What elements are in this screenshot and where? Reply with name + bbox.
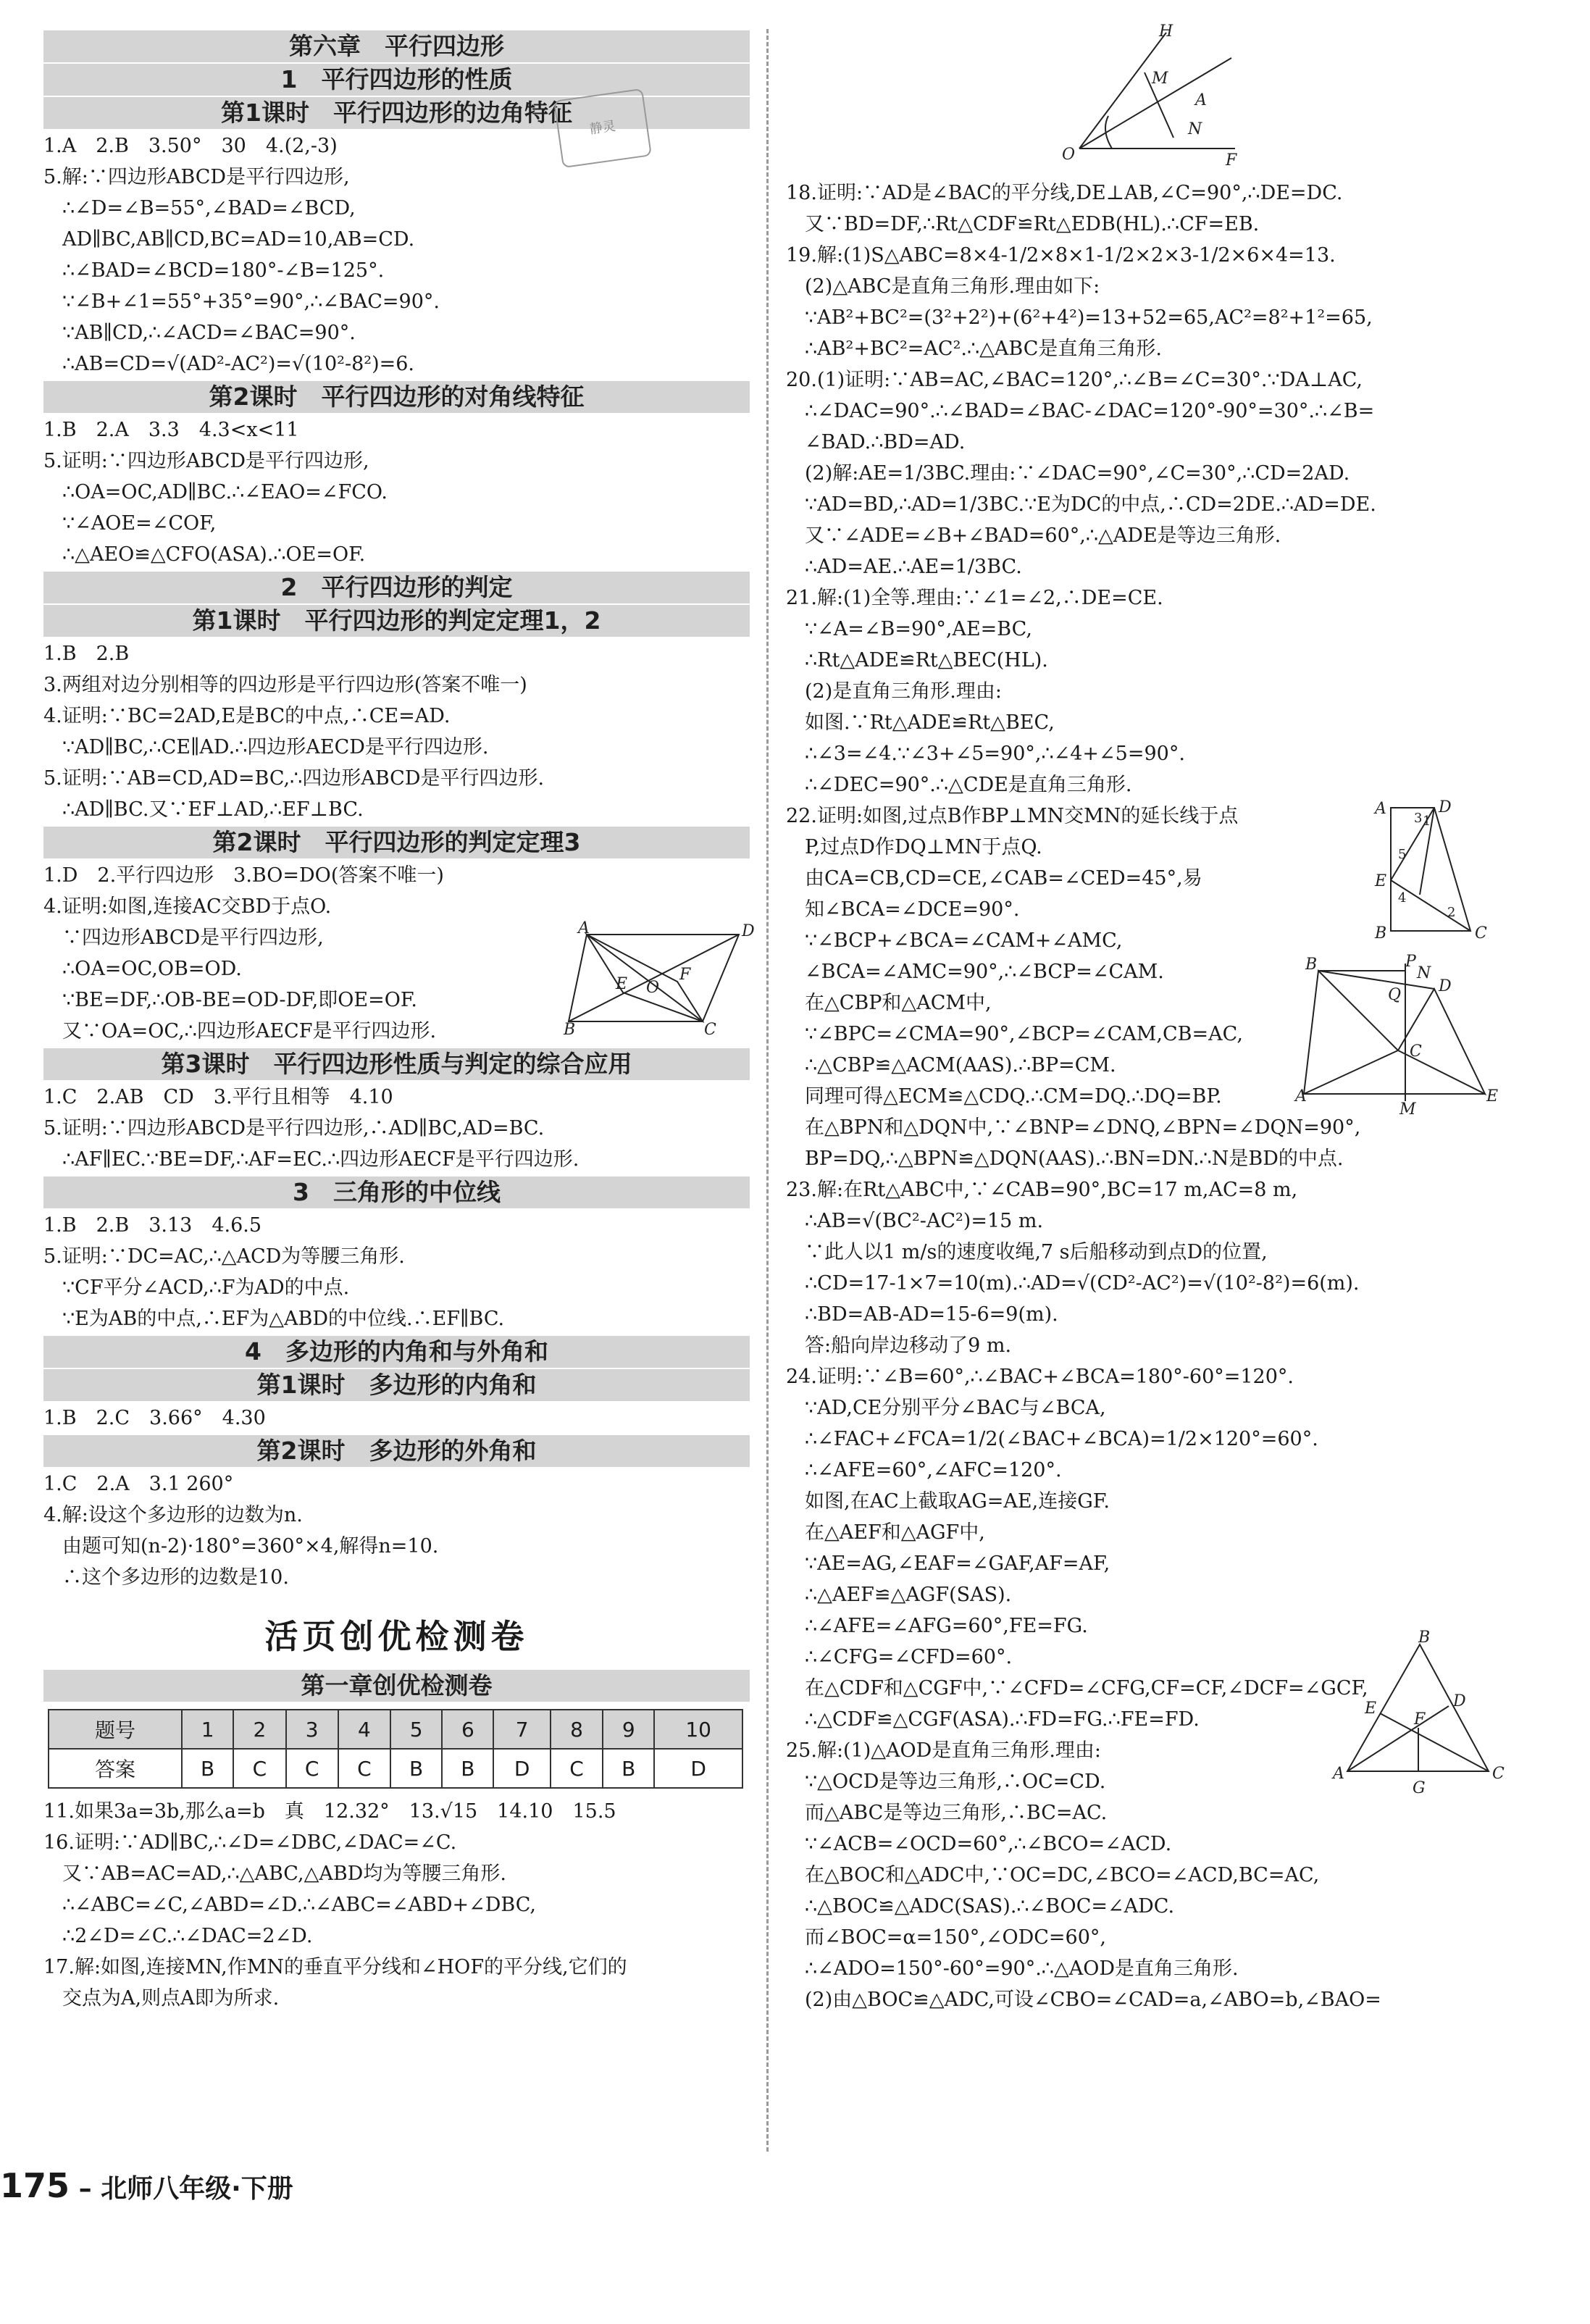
- answer-line: (2)△ABC是直角三角形.理由如下:: [805, 275, 1100, 298]
- section-heading: 第2课时 多边形的外角和: [43, 1435, 750, 1467]
- answer-line: ∴AB=√(BC²-AC²)=15 m.: [805, 1210, 1044, 1232]
- fig24-label: G: [1413, 1779, 1426, 1797]
- table-cell: C: [286, 1749, 338, 1788]
- answer-line: 21.解:(1)全等.理由:∵∠1=∠2,∴DE=CE.: [786, 587, 1163, 609]
- answer-line: ∴AD∥BC.又∵EF⊥AD,∴EF⊥BC.: [62, 798, 364, 821]
- fig21-label: 1: [1423, 814, 1431, 829]
- fig21-label: C: [1475, 924, 1487, 942]
- table-header-cell: 10: [654, 1710, 742, 1749]
- answer-line: ∴∠ABC=∠C,∠ABD=∠D.∴∠ABC=∠ABD+∠DBC,: [62, 1894, 536, 1916]
- answer-line: 16.证明:∵AD∥BC,∴∠D=∠DBC,∠DAC=∠C.: [43, 1831, 457, 1854]
- answer-line: ∴△CDF≌△CGF(ASA).∴FD=FG.∴FE=FD.: [805, 1708, 1200, 1731]
- answer-line: ∵E为AB的中点,∴EF为△ABD的中位线.∴EF∥BC.: [62, 1308, 505, 1330]
- answer-line: 1.C 2.AB CD 3.平行且相等 4.10: [43, 1086, 393, 1108]
- answer-line: 22.证明:如图,过点B作BP⊥MN交MN的延长线于点: [786, 805, 1239, 827]
- table-header-cell: 3: [286, 1710, 338, 1749]
- answer-line: ∠BCA=∠AMC=90°,∴∠BCP=∠CAM.: [805, 961, 1164, 983]
- answer-line: ∵BE=DF,∴OB-BE=OD-DF,即OE=OF.: [62, 989, 417, 1011]
- fig21-label: D: [1439, 798, 1452, 816]
- answer-line: ∵此人以1 m/s的速度收绳,7 s后船移动到点D的位置,: [805, 1241, 1268, 1263]
- answer-line: ∴CD=17-1×7=10(m).∴AD=√(CD²-AC²)=√(10²-8²)=6(m).: [805, 1272, 1360, 1295]
- fig24-label: B: [1418, 1629, 1431, 1647]
- table-cell: C: [338, 1749, 390, 1788]
- answer-line: 11.如果3a=3b,那么a=b 真 12.32° 13.√15 14.10 15.5: [43, 1800, 616, 1823]
- fig4-label: A: [578, 919, 590, 937]
- tri-CDE: [1398, 989, 1485, 1094]
- answer-line: ∠BAD.∴BD=AD.: [805, 431, 966, 453]
- fig22-label: C: [1410, 1042, 1422, 1061]
- answer-line: (2)由△BOC≌△ADC,可设∠CBO=∠CAD=a,∠ABO=b,∠BAO=: [805, 1989, 1381, 2011]
- column-divider: [766, 29, 769, 2152]
- answer-line: ∴△AEF≌△AGF(SAS).: [805, 1584, 1012, 1606]
- answer-line: 1.B 2.B: [43, 643, 130, 665]
- answer-line: ∵∠A=∠B=90°,AE=BC,: [805, 618, 1032, 640]
- figure-4: [564, 919, 755, 1039]
- answer-line: 在△BOC和△ADC中,∵OC=DC,∠BCO=∠ACD,BC=AC,: [805, 1864, 1320, 1886]
- table-header-cell: 5: [390, 1710, 442, 1749]
- answer-line: ∴△CBP≌△ACM(AAS).∴BP=CM.: [805, 1054, 1116, 1077]
- fig21-label: 2: [1447, 905, 1456, 920]
- fig22-label: N: [1417, 964, 1431, 982]
- table-header-cell: 8: [551, 1710, 603, 1749]
- footer-dash: –: [78, 2174, 92, 2204]
- table-header-cell: 6: [442, 1710, 493, 1749]
- fig17-label: A: [1195, 91, 1207, 109]
- table-cell: B: [442, 1749, 493, 1788]
- answer-line: 而△ABC是等边三角形,∴BC=AC.: [805, 1802, 1108, 1824]
- answer-line: 24.证明:∵∠B=60°,∴∠BAC+∠BCA=180°-60°=120°.: [786, 1366, 1294, 1388]
- section-heading: 第1课时 多边形的内角和: [43, 1369, 750, 1401]
- figure-24: [1333, 1629, 1507, 1800]
- answer-line: 5.证明:∵DC=AC,∴△ACD为等腰三角形.: [43, 1245, 405, 1268]
- answer-line: ∵AD,CE分别平分∠BAC与∠BCA,: [805, 1397, 1106, 1419]
- section-heading: 3 三角形的中位线: [43, 1176, 750, 1208]
- answer-line: ∴△AEO≌△CFO(ASA).∴OE=OF.: [62, 543, 366, 566]
- answer-line: 而∠BOC=α=150°,∠ODC=60°,: [805, 1926, 1106, 1949]
- answer-line: ∵AB²+BC²=(3²+2²)+(6²+4²)=13+52=65,AC²=8²+1²=65,: [805, 306, 1373, 329]
- answer-line: ∴∠DAC=90°.∴∠BAD=∠BAC-∠DAC=120°-90°=30°.∴∠B=: [805, 400, 1375, 422]
- section-heading: 第1课时 平行四边形的判定定理1，2: [43, 605, 750, 637]
- answer-line: 18.证明:∵AD是∠BAC的平分线,DE⊥AB,∠C=90°,∴DE=DC.: [786, 182, 1343, 204]
- answer-line: 同理可得△ECM≌△CDQ.∴CM=DQ.∴DQ=BP.: [805, 1085, 1222, 1108]
- answer-line: 答:船向岸边移动了9 m.: [805, 1334, 1012, 1357]
- answer-line: ∴AB=CD=√(AD²-AC²)=√(10²-8²)=6.: [62, 353, 414, 375]
- answer-line: 由题可知(n-2)·180°=360°×4,解得n=10.: [62, 1535, 439, 1558]
- section2-title: 活页创优检测卷: [264, 1617, 529, 1656]
- answer-line: ∵∠ACB=∠OCD=60°,∴∠BCO=∠ACD.: [805, 1833, 1172, 1855]
- answer-line: 又∵OA=OC,∴四边形AECF是平行四边形.: [62, 1020, 437, 1042]
- answer-line: ∴∠AFE=∠AFG=60°,FE=FG.: [805, 1615, 1088, 1637]
- fig21-label: 4: [1398, 890, 1407, 906]
- arc: [1105, 116, 1112, 149]
- fig17-label: O: [1062, 146, 1076, 164]
- table-header-cell: 2: [233, 1710, 285, 1749]
- figure-22: [1295, 953, 1499, 1119]
- answer-line: 5.证明:∵四边形ABCD是平行四边形,: [43, 450, 369, 472]
- answer-line: 又∵AB=AC=AD,∴△ABC,△ABD均为等腰三角形.: [62, 1863, 506, 1885]
- section-heading: 第六章 平行四边形: [43, 30, 750, 62]
- answer-line: ∴Rt△ADE≌Rt△BEC(HL).: [805, 649, 1048, 672]
- answer-line: 在△CBP和△ACM中,: [805, 992, 992, 1014]
- answer-line: 3.两组对边分别相等的四边形是平行四边形(答案不唯一): [43, 674, 527, 696]
- fig24-label: A: [1333, 1765, 1344, 1783]
- fig17-label: N: [1188, 120, 1202, 138]
- answer-line: ∵∠BCP+∠BCA=∠CAM+∠AMC,: [805, 929, 1123, 952]
- answer-line: 1.D 2.平行四边形 3.BO=DO(答案不唯一): [43, 864, 444, 887]
- answer-line: ∴OA=OC,AD∥BC.∴∠EAO=∠FCO.: [62, 481, 388, 503]
- table-cell: D: [493, 1749, 550, 1788]
- table-header-cell: 9: [603, 1710, 654, 1749]
- answer-line: 19.解:(1)S△ABC=8×4-1/2×8×1-1/2×2×3-1/2×6×4=13.: [786, 244, 1336, 267]
- section-heading: 第1课时 平行四边形的边角特征: [43, 97, 750, 129]
- answer-line: ∴AD=AE.∴AE=1/3BC.: [805, 556, 1022, 578]
- answer-line: 5.解:∵四边形ABCD是平行四边形,: [43, 166, 350, 188]
- answer-line: BP=DQ,∴△BPN≌△DQN(AAS).∴BN=DN.∴N是BD的中点.: [805, 1148, 1344, 1170]
- answer-line: ∴2∠D=∠C.∴∠DAC=2∠D.: [62, 1925, 313, 1947]
- answer-line: 4.证明:∵BC=2AD,E是BC的中点,∴CE=AD.: [43, 705, 451, 727]
- answer-line: ∴∠CFG=∠CFD=60°.: [805, 1646, 1013, 1668]
- table-cell: 答案: [49, 1749, 182, 1788]
- figure-17: [1058, 22, 1246, 170]
- answer-line: ∴BD=AB-AD=15-6=9(m).: [805, 1303, 1058, 1326]
- answer-line: 如图.∵Rt△ADE≌Rt△BEC,: [805, 711, 1055, 734]
- answer-line: 1.B 2.A 3.3 4.3<x<11: [43, 419, 299, 441]
- table-cell: B: [390, 1749, 442, 1788]
- answer-line: 交点为A,则点A即为所求.: [62, 1987, 280, 2010]
- section-heading: 2 平行四边形的判定: [43, 572, 750, 603]
- fig22-label: E: [1486, 1087, 1499, 1105]
- answer-line: 17.解:如图,连接MN,作MN的垂直平分线和∠HOF的平分线,它们的: [43, 1956, 627, 1978]
- answer-line: ∴AF∥EC.∵BE=DF,∴AF=EC.∴四边形AECF是平行四边形.: [62, 1148, 579, 1171]
- answer-line: 4.证明:如图,连接AC交BD于点O.: [43, 895, 332, 918]
- section-heading: 第2课时 平行四边形的判定定理3: [43, 827, 750, 858]
- fig21-label: 3: [1414, 811, 1423, 826]
- fig22-label: A: [1295, 1087, 1307, 1105]
- table-cell: D: [654, 1749, 742, 1788]
- answer-line: 由CA=CB,CD=CE,∠CAB=∠CED=45°,易: [805, 867, 1202, 890]
- answer-line: 23.解:在Rt△ABC中,∵∠CAB=90°,BC=17 m,AC=8 m,: [786, 1179, 1298, 1201]
- answer-line: ∴∠ADO=150°-60°=90°.∴△AOD是直角三角形.: [805, 1957, 1239, 1980]
- answer-line: ∴这个多边形的边数是10.: [62, 1566, 289, 1589]
- fig4-label: C: [704, 1021, 716, 1039]
- table-cell: C: [233, 1749, 285, 1788]
- fig4-label: O: [646, 979, 660, 997]
- answer-line: (2)是直角三角形.理由:: [805, 680, 1002, 703]
- fig21-label: A: [1375, 800, 1386, 818]
- table-cell: B: [182, 1749, 233, 1788]
- fig21-label: B: [1375, 924, 1387, 942]
- page-footer: [0, 2166, 293, 2205]
- answer-line: ∵∠B+∠1=55°+35°=90°,∴∠BAC=90°.: [62, 290, 440, 313]
- table-cell: C: [551, 1749, 603, 1788]
- fig24-label: E: [1365, 1700, 1377, 1718]
- tri-ABC: [1304, 971, 1398, 1094]
- answer-line: ∴∠AFE=60°,∠AFC=120°.: [805, 1459, 1062, 1481]
- answer-line: ∵AD∥BC,∴CE∥AD.∴四边形AECD是平行四边形.: [62, 736, 489, 758]
- answer-line: 1.B 2.C 3.66° 4.30: [43, 1407, 266, 1429]
- stamp: 静灵: [553, 88, 652, 168]
- fig24-label: C: [1492, 1765, 1505, 1783]
- fig24-label: F: [1414, 1710, 1426, 1729]
- answer-line: 1.A 2.B 3.50° 30 4.(2,-3): [43, 135, 338, 157]
- answer-table-row: [49, 1749, 742, 1788]
- answer-line: ∵∠AOE=∠COF,: [62, 512, 217, 535]
- answer-line: ∵△OCD是等边三角形,∴OC=CD.: [805, 1771, 1106, 1793]
- answer-line: AD∥BC,AB∥CD,BC=AD=10,AB=CD.: [62, 228, 415, 251]
- table-header-cell: 1: [182, 1710, 233, 1749]
- fig22-label: B: [1305, 956, 1318, 974]
- fig4-label: D: [742, 922, 755, 940]
- answer-line: 知∠BCA=∠DCE=90°.: [805, 898, 1020, 921]
- fig4-label: B: [564, 1021, 576, 1039]
- answer-line: ∴∠3=∠4.∵∠3+∠5=90°,∴∠4+∠5=90°.: [805, 743, 1185, 765]
- answer-line: 1.B 2.B 3.13 4.6.5: [43, 1214, 262, 1237]
- answer-line: 20.(1)证明:∵AB=AC,∠BAC=120°,∴∠B=∠C=30°.∵DA⊥AC,: [786, 369, 1363, 391]
- table-header-cell: 题号: [49, 1710, 182, 1749]
- fig22-label: D: [1439, 977, 1452, 995]
- answer-table: [48, 1709, 743, 1789]
- book-title: 北师八年级·下册: [101, 2174, 293, 2204]
- fig4-label: F: [679, 966, 691, 984]
- answer-line: 4.解:设这个多边形的边数为n.: [43, 1504, 303, 1526]
- answer-line: 在△CDF和△CGF中,∵∠CFD=∠CFG,CF=CF,∠DCF=∠GCF,: [805, 1677, 1368, 1700]
- section-heading: 4 多边形的内角和与外角和: [43, 1336, 750, 1368]
- answer-line: ∴∠D=∠B=55°,∠BAD=∠BCD,: [62, 197, 356, 220]
- answer-line: ∵AB∥CD,∴∠ACD=∠BAC=90°.: [62, 322, 356, 344]
- answer-line: (2)解:AE=1/3BC.理由:∵∠DAC=90°,∠C=30°,∴CD=2AD.: [805, 462, 1350, 485]
- fig22-label: M: [1399, 1100, 1416, 1119]
- answer-line: P,过点D作DQ⊥MN于点Q.: [805, 836, 1042, 858]
- seg-AD: [1347, 1706, 1449, 1771]
- fig22-label: P: [1405, 953, 1416, 971]
- answer-line: ∴△BOC≌△ADC(SAS).∴∠BOC=∠ADC.: [805, 1895, 1175, 1918]
- answer-line: ∵AD=BD,∴AD=1/3BC.∵E为DC的中点,∴CD=2DE.∴AD=DE.: [805, 493, 1376, 516]
- table-header-cell: 4: [338, 1710, 390, 1749]
- answer-line: 5.证明:∵四边形ABCD是平行四边形,∴AD∥BC,AD=BC.: [43, 1117, 545, 1140]
- answer-line: ∵四边形ABCD是平行四边形,: [62, 927, 324, 949]
- fig17-label: F: [1226, 151, 1237, 170]
- answer-line: 1.C 2.A 3.1 260°: [43, 1473, 234, 1495]
- fig17-label: M: [1152, 70, 1168, 88]
- table-cell: B: [603, 1749, 654, 1788]
- figure-21: [1369, 793, 1499, 953]
- answer-line: ∴AB²+BC²=AC².∴△ABC是直角三角形.: [805, 338, 1163, 360]
- answer-line: ∴∠DEC=90°.∴△CDE是直角三角形.: [805, 774, 1132, 796]
- answer-line: 5.证明:∵AB=CD,AD=BC,∴四边形ABCD是平行四边形.: [43, 767, 545, 790]
- answer-line: 在△AEF和△AGF中,: [805, 1521, 985, 1544]
- fig21-label: 5: [1398, 847, 1407, 862]
- page-number: 175: [0, 2166, 70, 2205]
- section-heading: 1 平行四边形的性质: [43, 64, 750, 96]
- answer-line: ∴OA=OC,OB=OD.: [62, 958, 242, 980]
- answer-line: 又∵∠ADE=∠B+∠BAD=60°,∴△ADE是等边三角形.: [805, 524, 1281, 547]
- table-header-cell: 7: [493, 1710, 550, 1749]
- fig22-label: Q: [1388, 986, 1402, 1004]
- section-heading: 第2课时 平行四边形的对角线特征: [43, 381, 750, 413]
- answer-table-header: [49, 1710, 742, 1749]
- answer-line: 在△BPN和△DQN中,∵∠BNP=∠DNQ,∠BPN=∠DQN=90°,: [805, 1116, 1361, 1139]
- left-answers-2: [43, 1796, 750, 2014]
- fig4-label: E: [616, 975, 628, 993]
- section-heading: 第3课时 平行四边形性质与判定的综合应用: [43, 1048, 750, 1080]
- answer-line: 又∵BD=DF,∴Rt△CDF≌Rt△EDB(HL).∴CF=EB.: [805, 213, 1260, 235]
- section2-band: 第一章创优检测卷: [43, 1670, 750, 1702]
- answer-line: ∴∠FAC+∠FCA=1/2(∠BAC+∠BCA)=1/2×120°=60°.: [805, 1428, 1318, 1450]
- fig17-label: H: [1159, 22, 1173, 41]
- answer-line: ∵CF平分∠ACD,∴F为AD的中点.: [62, 1276, 350, 1299]
- fig24-label: D: [1453, 1692, 1466, 1710]
- answer-line: ∵AE=AG,∠EAF=∠GAF,AF=AF,: [805, 1552, 1110, 1575]
- answer-line: ∴∠BAD=∠BCD=180°-∠B=125°.: [62, 259, 385, 282]
- fig21-label: E: [1375, 872, 1387, 890]
- answer-line: 如图,在AC上截取AG=AE,连接GF.: [805, 1490, 1110, 1513]
- answer-line: 25.解:(1)△AOD是直角三角形.理由:: [786, 1739, 1102, 1762]
- answer-line: ∵∠BPC=∠CMA=90°,∠BCP=∠CAM,CB=AC,: [805, 1023, 1243, 1045]
- left-answers: [43, 30, 750, 1593]
